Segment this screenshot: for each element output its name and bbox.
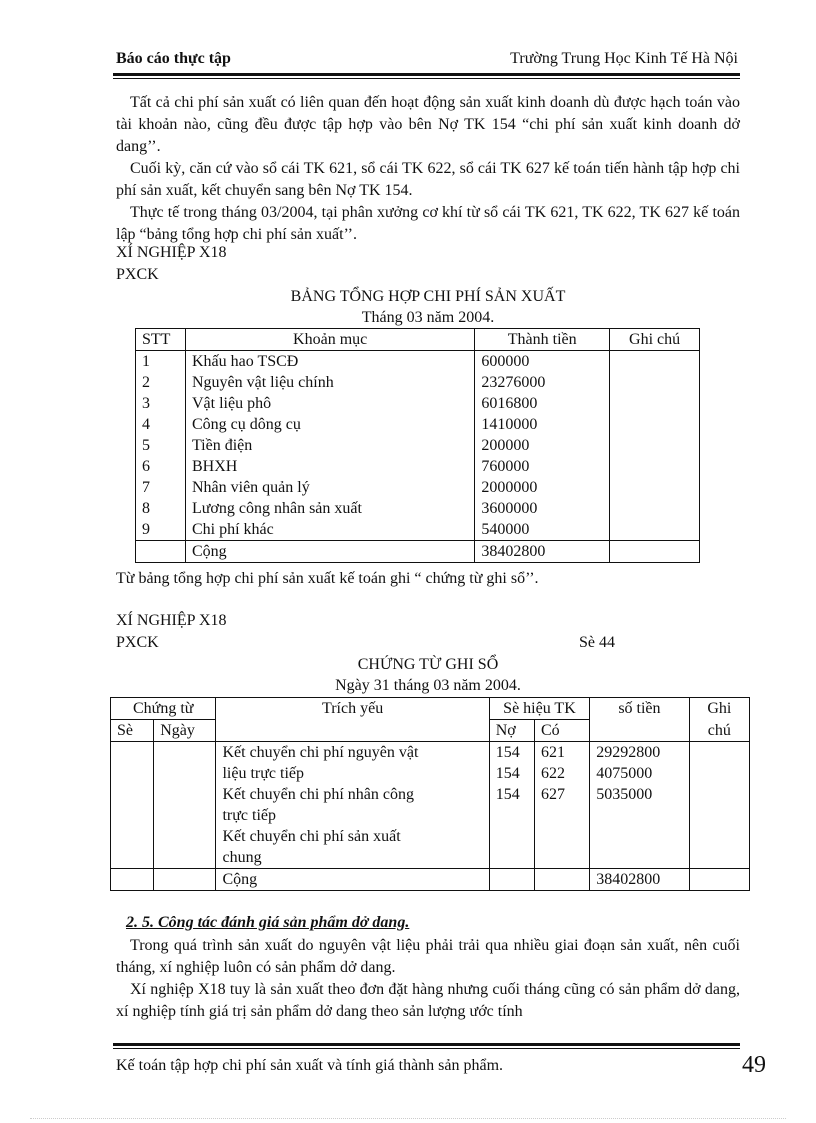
intro-text <box>116 92 740 246</box>
header-thanh-tien: Thành tiền <box>475 329 610 351</box>
trich-yeu-line: chung <box>222 849 262 866</box>
row-ghi-chu <box>610 435 700 456</box>
header-chu: chú <box>689 720 749 742</box>
total-stt <box>136 541 186 563</box>
total-label: Cộng <box>216 869 489 891</box>
row-stt: 9 <box>136 519 186 541</box>
header-rule <box>113 73 740 76</box>
header-so: Sè <box>111 720 154 742</box>
row-thanh-tien: 1410000 <box>475 414 610 435</box>
row-thanh-tien: 200000 <box>475 435 610 456</box>
footer-rule <box>113 1043 740 1046</box>
row-ghi-chu <box>610 456 700 477</box>
row-khoan-muc: Khấu hao TSCĐ <box>185 351 474 373</box>
total-ghi-chu <box>689 869 749 891</box>
row-khoan-muc: Chi phí khác <box>185 519 474 541</box>
trich-yeu-line: liệu trực tiếp <box>222 765 304 782</box>
body-ngay <box>154 742 216 869</box>
page-edge-divider <box>30 1118 786 1119</box>
table2-subtitle: Ngày 31 tháng 03 năm 2004. <box>335 677 521 694</box>
co-value: 622 <box>540 765 565 782</box>
org1-name: XÍ NGHIỆP X18 <box>116 244 227 261</box>
table-row <box>136 477 700 498</box>
header-no: Nợ <box>489 720 534 742</box>
table2-header-row-1 <box>111 698 750 720</box>
row-stt: 8 <box>136 498 186 519</box>
row-ghi-chu <box>610 393 700 414</box>
header-trich-yeu: Trích yếu <box>216 698 489 742</box>
table2-total-row <box>111 869 750 891</box>
row-ghi-chu <box>610 498 700 519</box>
table-row <box>136 456 700 477</box>
no-value: 154 <box>495 765 520 782</box>
total-note <box>610 541 700 563</box>
row-ghi-chu <box>610 519 700 541</box>
table1-title: BẢNG TỔNG HỢP CHI PHÍ SẢN XUẤT <box>290 288 566 305</box>
org2-name: XÍ NGHIỆP X18 <box>116 612 227 629</box>
no-value: 154 <box>495 786 520 803</box>
row-stt: 4 <box>136 414 186 435</box>
org1-unit: PXCK <box>116 266 159 283</box>
table-header-row <box>136 329 700 351</box>
row-thanh-tien: 600000 <box>475 351 610 373</box>
row-thanh-tien: 23276000 <box>475 372 610 393</box>
row-stt: 6 <box>136 456 186 477</box>
section-text <box>116 935 740 1023</box>
table2-title: CHỨNG TỪ GHI SỔ <box>357 656 499 673</box>
body-co <box>534 742 589 869</box>
row-ghi-chu <box>610 351 700 373</box>
total-ngay <box>154 869 216 891</box>
row-khoan-muc: Tiền điện <box>185 435 474 456</box>
table-total-row <box>136 541 700 563</box>
header-ngay: Ngày <box>154 720 216 742</box>
trich-yeu-line: Kết chuyển chi phí sản xuất <box>222 828 401 845</box>
table-row <box>136 372 700 393</box>
row-ghi-chu <box>610 477 700 498</box>
body-so-tien <box>590 742 689 869</box>
row-ghi-chu <box>610 372 700 393</box>
so-tien-value: 5035000 <box>596 786 653 803</box>
table-row <box>136 393 700 414</box>
header-ghi: Ghi <box>689 698 749 720</box>
cost-summary-table <box>135 328 700 563</box>
row-thanh-tien: 540000 <box>475 519 610 541</box>
header-rule-thin <box>113 78 740 79</box>
page-number: 49 <box>742 1052 766 1078</box>
so-tien-value: 4075000 <box>596 765 653 782</box>
footer-text: Kế toán tập hợp chi phí sản xuất và tính giá thành sản phẩm. <box>116 1057 504 1074</box>
table-row <box>136 498 700 519</box>
section-paragraph-2: Xí nghiệp X18 tuy là sản xuất theo đơn đặt hàng nhưng cuối tháng cũng có sản phẩm dở dang, xí nghiệp tính giá trị sản phẩm dở dang theo sản lượng ước tính <box>116 981 740 1020</box>
header-right: Trường Trung Học Kinh Tế Hà Nội <box>510 50 738 67</box>
so-tien-value: 29292800 <box>596 744 661 761</box>
body-no <box>489 742 534 869</box>
row-stt: 2 <box>136 372 186 393</box>
row-stt: 7 <box>136 477 186 498</box>
intro-paragraph-1: Tất cả chi phí sản xuất có liên quan đến hoạt động sản xuất kinh doanh dù được hạch toán vào tài khoản nào, cũng đều được tập hợp vào bên Nợ TK 154 “chi phí sản xuất kinh doanh dở dang’’. <box>116 94 740 155</box>
row-thanh-tien: 6016800 <box>475 393 610 414</box>
intro-paragraph-3: Thực tế trong tháng 03/2004, tại phân xưởng cơ khí từ sổ cái TK 621, TK 622, TK 627 kế toán lập “bảng tổng hợp chi phí sản xuất’’. <box>116 204 740 243</box>
co-value: 621 <box>540 744 565 761</box>
footer-rule-thin <box>113 1048 740 1049</box>
co-value: 627 <box>540 786 565 803</box>
body-so <box>111 742 154 869</box>
row-thanh-tien: 2000000 <box>475 477 610 498</box>
row-khoan-muc: Lương công nhân sản xuất <box>185 498 474 519</box>
header-ghi-chu: Ghi chú <box>610 329 700 351</box>
table-row <box>136 414 700 435</box>
row-khoan-muc: Vật liệu phô <box>185 393 474 414</box>
section-title: 2. 5. Công tác đánh giá sản phẩm dở dang. <box>126 914 410 931</box>
intro-paragraph-2: Cuối kỳ, căn cứ vào sổ cái TK 621, sổ cái TK 622, sổ cái TK 627 kế toán tiến hành tập hợp chi phí sản xuất, kết chuyển sang bên Nợ TK 154. <box>116 160 740 199</box>
after-table1-text: Từ bảng tổng hợp chi phí sản xuất kế toán ghi “ chứng từ ghi sổ’’. <box>116 570 539 587</box>
no-value: 154 <box>495 744 520 761</box>
header-chung-tu: Chứng từ <box>111 698 216 720</box>
trich-yeu-line: Kết chuyển chi phí nhân công <box>222 786 414 803</box>
voucher-number: Sè 44 <box>579 634 615 651</box>
row-khoan-muc: Nhân viên quản lý <box>185 477 474 498</box>
header-co: Có <box>534 720 589 742</box>
row-stt: 3 <box>136 393 186 414</box>
header-so-tien: số tiền <box>590 698 689 742</box>
section-paragraph-1: Trong quá trình sản xuất do nguyên vật liệu phải trải qua nhiều giai đoạn sản xuất, nên cuối tháng, xí nghiệp luôn có sản phẩm dở dang. <box>116 937 740 976</box>
header-khoan-muc: Khoản mục <box>185 329 474 351</box>
table-row <box>136 519 700 541</box>
header-so-hieu-tk: Sè hiệu TK <box>489 698 589 720</box>
row-khoan-muc: Công cụ dông cụ <box>185 414 474 435</box>
table-row <box>136 435 700 456</box>
header-stt: STT <box>136 329 186 351</box>
row-stt: 5 <box>136 435 186 456</box>
header-left: Báo cáo thực tập <box>116 50 231 67</box>
total-value: 38402800 <box>590 869 689 891</box>
org2-unit: PXCK <box>116 634 159 651</box>
table-row <box>136 351 700 373</box>
total-label: Cộng <box>185 541 474 563</box>
total-value: 38402800 <box>475 541 610 563</box>
trich-yeu-line: trực tiếp <box>222 807 277 824</box>
table2-body-row <box>111 742 750 869</box>
row-khoan-muc: Nguyên vật liệu chính <box>185 372 474 393</box>
total-co <box>534 869 589 891</box>
body-ghi-chu <box>689 742 749 869</box>
row-thanh-tien: 3600000 <box>475 498 610 519</box>
table1-subtitle: Tháng 03 năm 2004. <box>361 309 495 326</box>
row-ghi-chu <box>610 414 700 435</box>
row-khoan-muc: BHXH <box>185 456 474 477</box>
total-so <box>111 869 154 891</box>
body-trich-yeu <box>216 742 489 869</box>
row-thanh-tien: 760000 <box>475 456 610 477</box>
total-no <box>489 869 534 891</box>
trich-yeu-line: Kết chuyển chi phí nguyên vật <box>222 744 419 761</box>
row-stt: 1 <box>136 351 186 373</box>
voucher-table <box>110 697 750 891</box>
